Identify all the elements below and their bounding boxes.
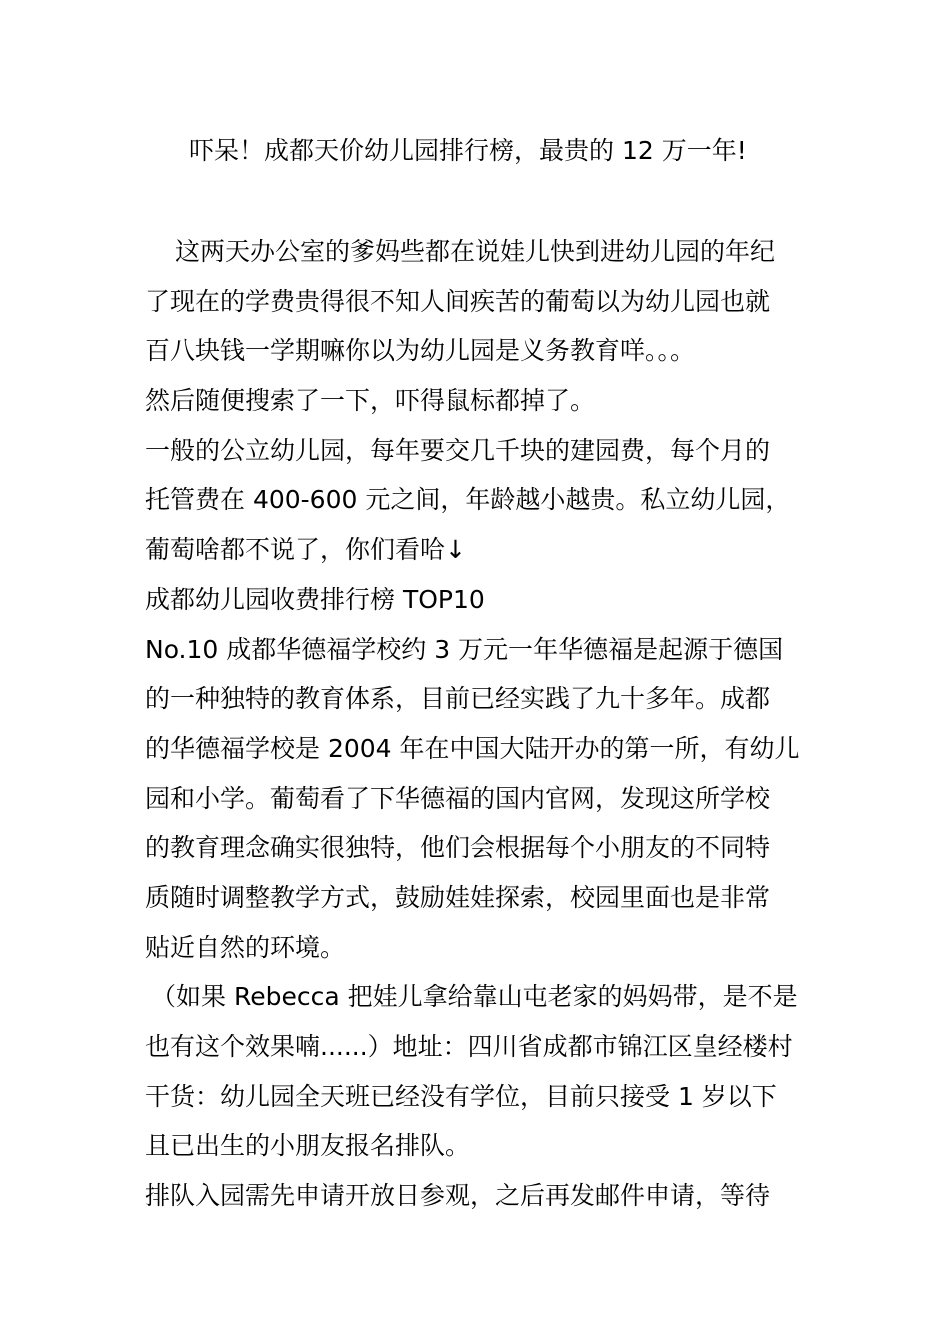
body-line: 的华德福学校是 2004 年在中国大陆开办的第一所，有幼儿 — [145, 733, 800, 763]
body-line: 的教育理念确实很独特，他们会根据每个小朋友的不同特 — [145, 833, 771, 863]
body-line: 也有这个效果喃......）地址：四川省成都市锦江区皇经楼村 — [145, 1032, 793, 1061]
body-line: 一般的公立幼儿园，每年要交几千块的建园费，每个月的 — [145, 435, 771, 465]
body-line: （如果 Rebecca 把娃儿拿给靠山屯老家的妈妈带，是不是 — [151, 982, 798, 1012]
body-line: 贴近自然的环境。 — [145, 932, 346, 962]
body-line: 了现在的学费贵得很不知人间疾苦的葡萄以为幼儿园也就 — [145, 286, 771, 316]
body-line: 且已出生的小朋友报名排队。 — [145, 1131, 471, 1161]
body-line: 排队入园需先申请开放日参观，之后再发邮件申请，等待 — [145, 1181, 771, 1211]
article-body — [145, 227, 813, 1221]
body-line: 干货：幼儿园全天班已经没有学位，目前只接受 1 岁以下 — [145, 1081, 777, 1111]
body-line: No.10 成都华德福学校约 3 万元一年华德福是起源于德国 — [145, 634, 784, 664]
body-line: 质随时调整教学方式，鼓励娃娃探索，校园里面也是非常 — [145, 882, 771, 912]
body-line: 的一种独特的教育体系，目前已经实践了九十多年。成都 — [145, 684, 771, 714]
body-line: 然后随便搜索了一下，吓得鼠标都掉了。 — [145, 386, 596, 416]
section-heading: 成都幼儿园收费排行榜 TOP10 — [145, 584, 485, 614]
body-line: 托管费在 400-600 元之间，年龄越小越贵。私立幼儿园， — [145, 485, 791, 515]
body-line: 这两天办公室的爹妈些都在说娃儿快到进幼儿园的年纪 — [175, 237, 776, 266]
article-title: 吓呆！成都天价幼儿园排行榜，最贵的 12 万一年! — [189, 136, 747, 165]
body-line: 葡萄啥都不说了，你们看哈↓ — [145, 535, 466, 565]
body-line: 百八块钱一学期嘛你以为幼儿园是义务教育咩。。。 — [145, 336, 696, 366]
body-line: 园和小学。葡萄看了下华德福的国内官网，发现这所学校 — [145, 783, 771, 813]
